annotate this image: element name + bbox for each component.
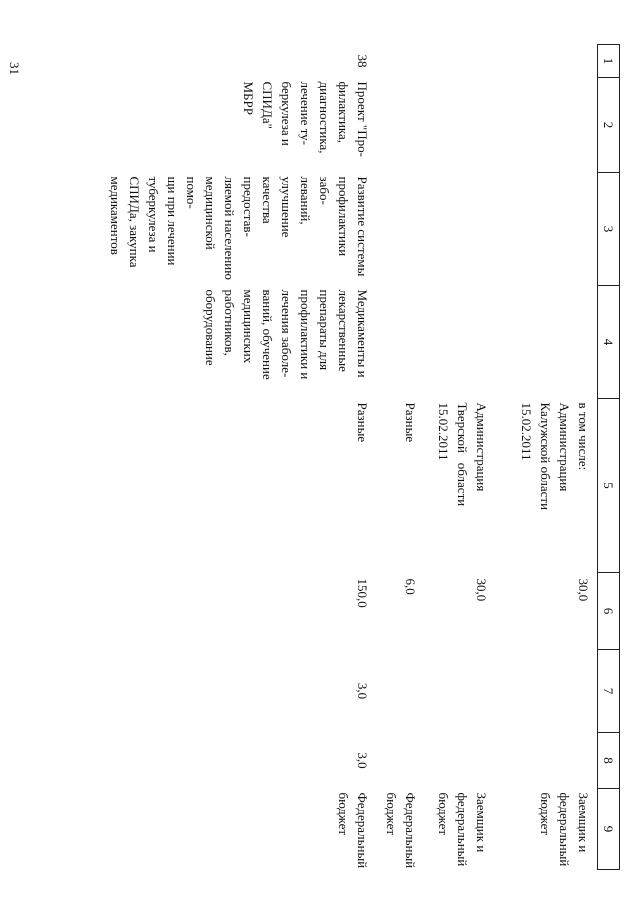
page-number: 31 (7, 62, 22, 75)
col8-value: 3,0 (355, 752, 370, 769)
header-cell-3: 3 (598, 173, 620, 286)
header-cell-6: 6 (598, 573, 620, 650)
funding-source-cell: Федеральный бюджет (384, 792, 418, 869)
executor-cell: Разные (355, 402, 370, 443)
table-row (376, 45, 428, 870)
entry-number: 38 (355, 54, 370, 68)
header-cell-2: 2 (598, 78, 620, 173)
header-cell-8: 8 (598, 733, 620, 789)
amount-cell: 30,0 (576, 578, 591, 602)
col7-value: 3,0 (355, 682, 370, 700)
amount-cell: 150,0 (355, 578, 370, 608)
amount-cell: 6,0 (403, 578, 418, 595)
header-cell-9: 9 (598, 789, 620, 870)
table-row (100, 45, 376, 870)
amount-cell: 30,0 (474, 578, 489, 602)
executor-cell: в том числе: Администрация Калужской области 15.02.2011 (519, 402, 591, 511)
funding-source-cell: Заемщик и федеральный бюджет (436, 792, 489, 867)
executor-cell: Администрация Тверской области 15.02.2011 (436, 402, 489, 507)
table-row (428, 45, 511, 870)
executor-cell: Разные (403, 402, 418, 443)
funding-source-cell: Федеральный бюджет (336, 792, 370, 869)
header-cell-7: 7 (598, 650, 620, 733)
funding-source-cell: Заемщик и федеральный бюджет (538, 792, 591, 867)
budget-table (100, 44, 620, 870)
project-cell: Проект "Про- филактика, диагностика, лечение ту- беркулеза и СПИДа" МБРР (241, 81, 370, 157)
header-cell-1: 1 (598, 45, 620, 78)
goods-cell: Медикаменты и лекарственные препараты для профилактики и лечения заболе- ваний, обучение медицинских работников, оборудование (203, 289, 370, 380)
header-cell-4: 4 (598, 286, 620, 399)
header-row (598, 45, 620, 870)
description-cell: Развитие системы профилактики забо- леваний, улучшение качества предостав- ляемой населению медицинской помо- щи при лечении туберкулеза и СПИДа, закупка медикаментов (108, 176, 370, 280)
header-cell-5: 5 (598, 399, 620, 573)
table-row (511, 45, 598, 870)
